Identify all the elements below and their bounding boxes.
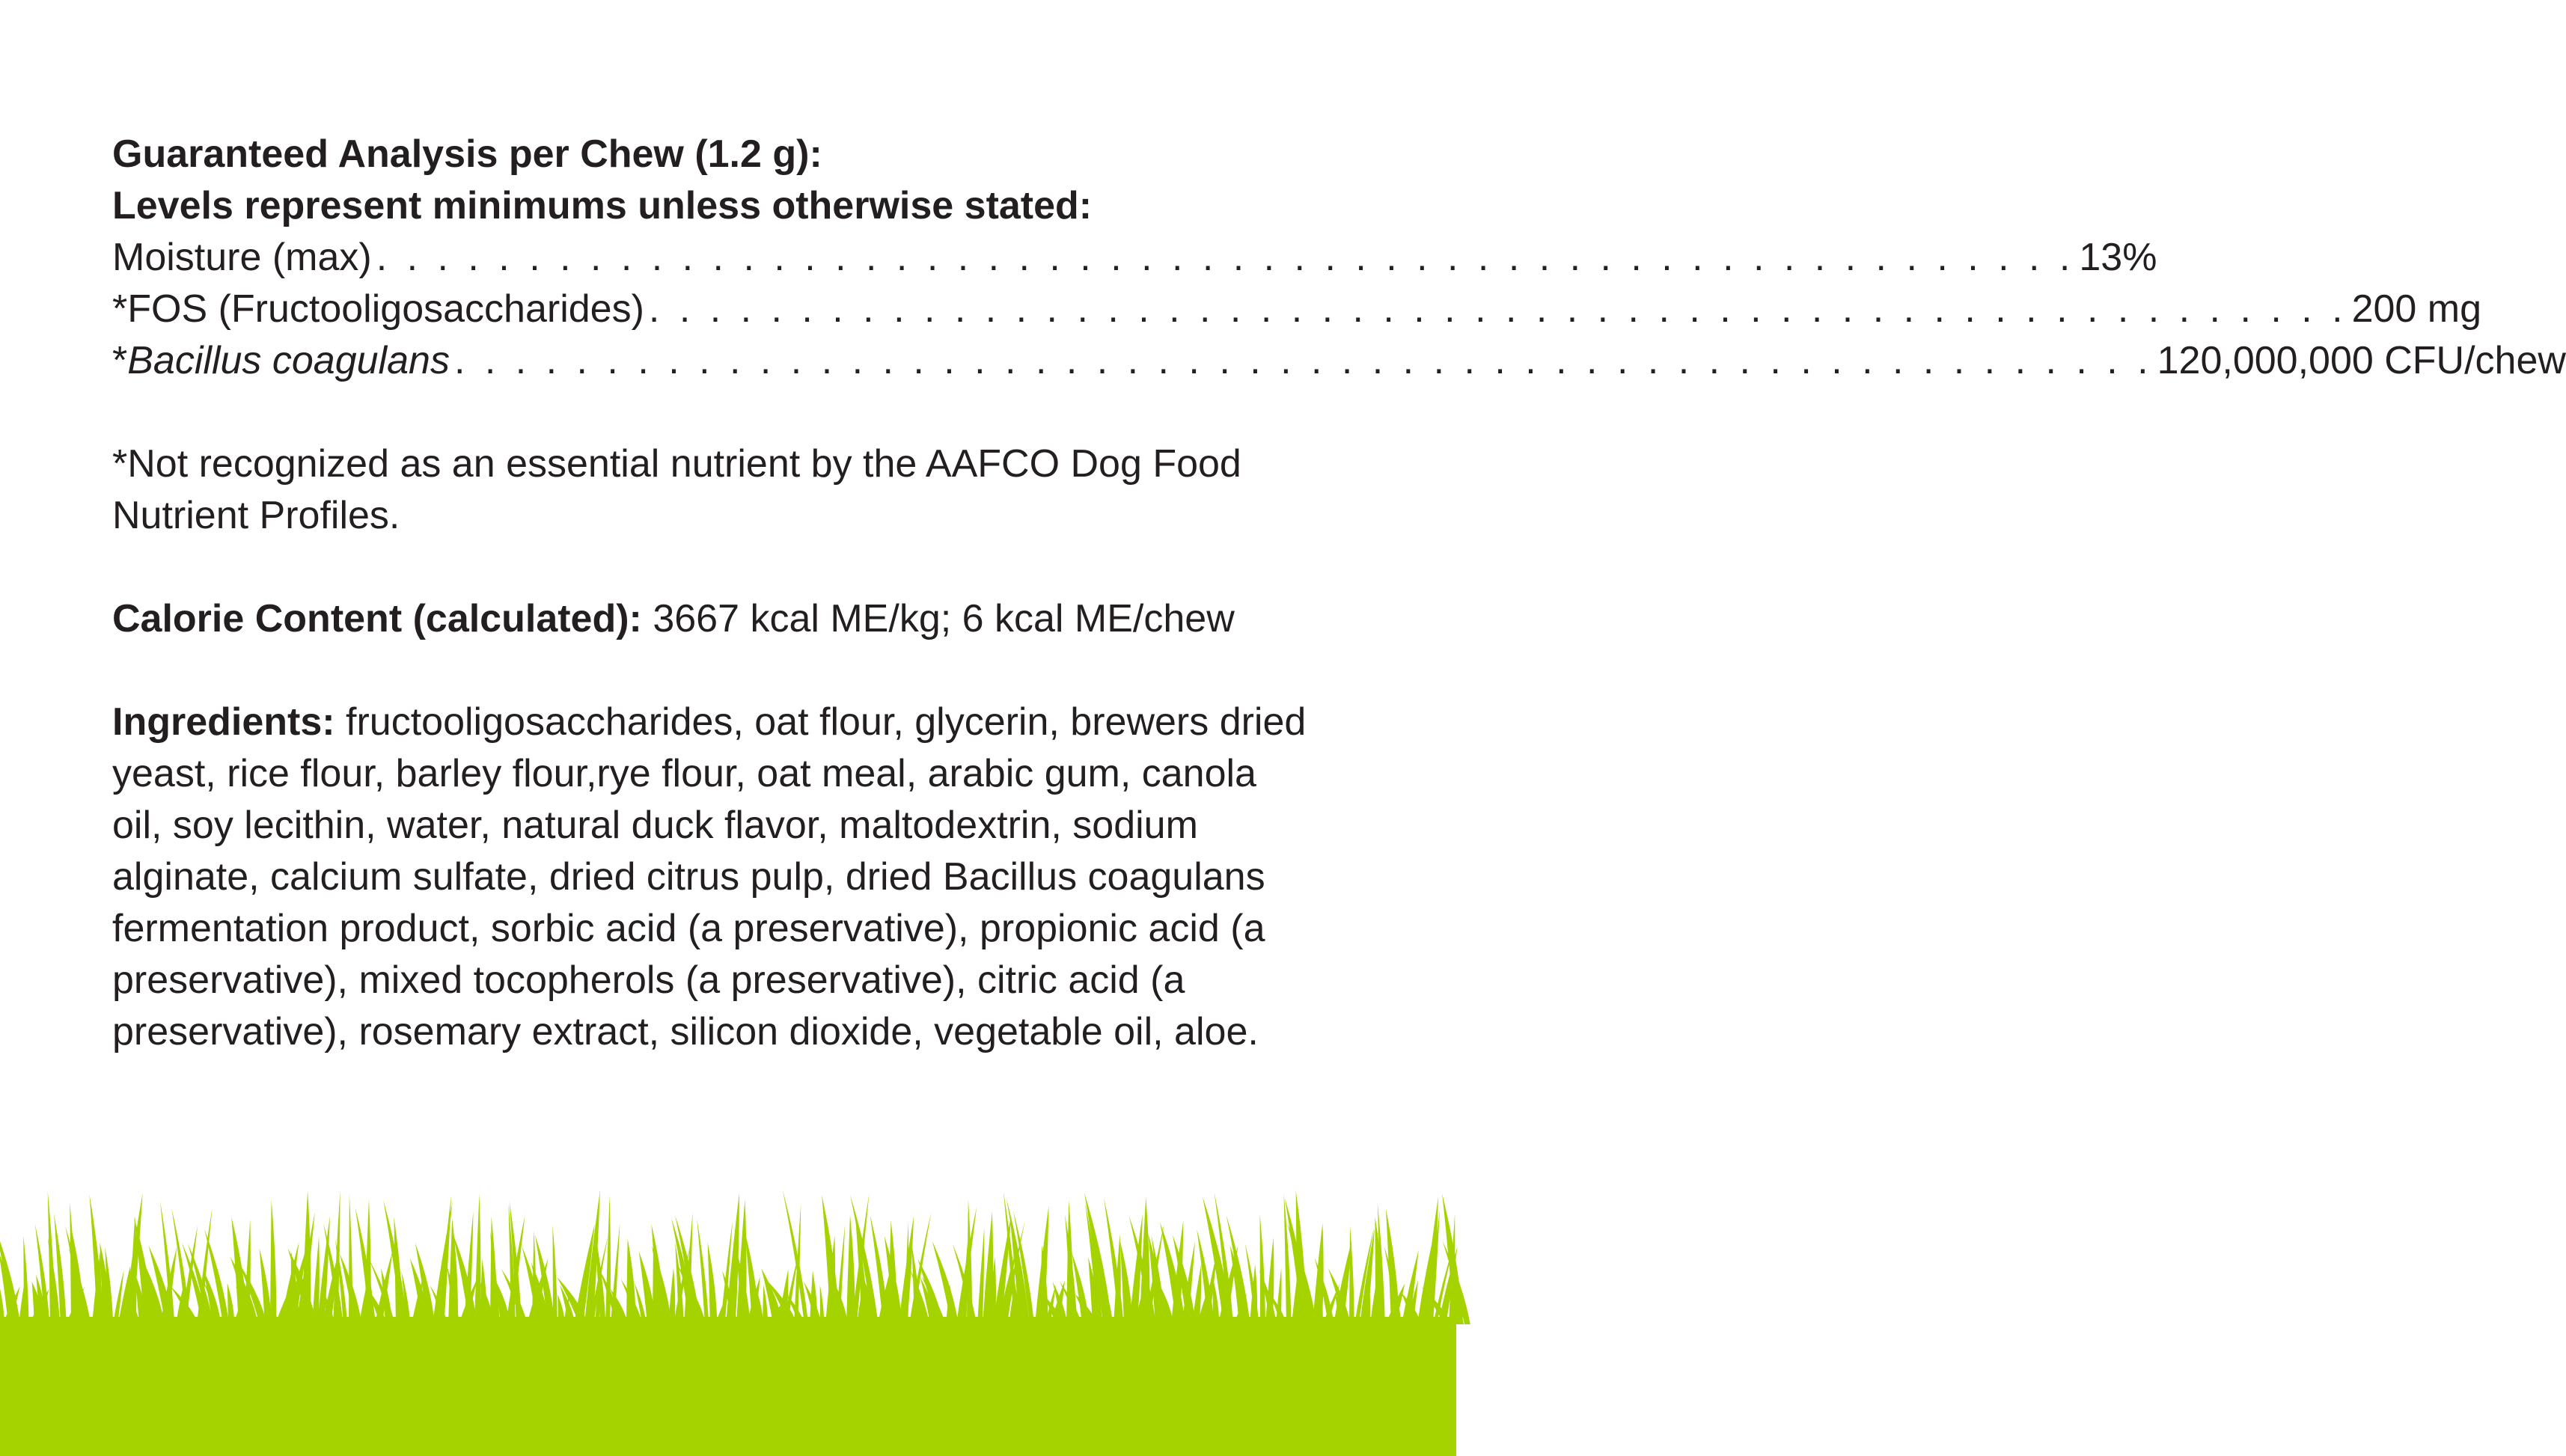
analysis-row-label <box>112 335 450 387</box>
grass-blade <box>977 1228 984 1324</box>
grass-blade <box>904 1223 908 1324</box>
analysis-subheading: Levels represent minimums unless otherwise stated: <box>112 184 1093 227</box>
asterisk: * <box>112 339 128 382</box>
grass-blade <box>1260 1214 1265 1324</box>
grass-blades <box>0 1190 1470 1324</box>
leader-dots: . . . . . . . . . . . . . . . . . . . . . . . . . . . . . . . . . . . . . . . . . . . . . . . . . . . . . . . . <box>453 339 2153 382</box>
grass-blade <box>227 1283 235 1324</box>
analysis-row-value: 13% <box>2079 236 2157 279</box>
grass-blade <box>820 1285 825 1324</box>
calorie-label: Calorie Content (calculated): <box>112 597 642 640</box>
spacer <box>112 542 1295 593</box>
grass-blade <box>312 1236 320 1324</box>
analysis-row-bacillus <box>112 335 2566 387</box>
spacer <box>112 645 1295 697</box>
analysis-heading: Guaranteed Analysis per Chew (1.2 g): <box>112 132 822 176</box>
leader-dots: . . . . . . . . . . . . . . . . . . . . . . . . . . . . . . . . . . . . . . . . . . . . . . . . . . . . . . . . <box>376 236 2075 279</box>
species-name: Bacillus coagulans <box>127 339 450 382</box>
analysis-row-label: *FOS (Fructooligosaccharides) <box>112 287 644 331</box>
ingredients <box>112 697 1310 1058</box>
calorie-content <box>112 593 1295 645</box>
analysis-row-fos <box>112 284 2482 335</box>
grass-blade <box>474 1193 480 1324</box>
grass-blade <box>270 1199 276 1324</box>
grass-ground <box>0 1317 1456 1456</box>
grass-border-icon <box>0 1205 1456 1456</box>
calorie-value: 3667 kcal ME/kg; 6 kcal ME/chew <box>641 597 1235 640</box>
grass-blade <box>1349 1226 1354 1324</box>
grass-blade <box>23 1236 28 1324</box>
grass-blade <box>605 1195 611 1324</box>
analysis-row-moisture <box>112 232 2157 284</box>
analysis-row-value: 120,000,000 CFU/chew <box>2157 339 2566 382</box>
grass-blade <box>668 1267 675 1324</box>
spacer <box>112 387 1295 438</box>
grass-blade <box>708 1242 718 1324</box>
grass-blade <box>822 1195 840 1324</box>
ingredients-label: Ingredients: <box>112 700 335 744</box>
grass-blade <box>552 1225 557 1324</box>
ingredients-text: fructooligosaccharides, oat flour, glycerin, brewers dried yeast, rice flour, barley flour,rye flour, oat meal, arabic gum, canola oil, soy lecithin, water, natural duck flavor, maltodextrin, sodium alginate, calcium sulfate, dried citrus pulp, dried Bacillus coagulans fermentation product, sorbic acid (a preservative), propionic acid (a preservative), mixed tocopherols (a preservative), citric acid (a preservative), rosemary extract, silicon dioxide, vegetable oil, aloe. <box>112 700 1307 1053</box>
leader-dots: . . . . . . . . . . . . . . . . . . . . . . . . . . . . . . . . . . . . . . . . . . . . . . . . . . . . . . . . <box>648 287 2347 331</box>
analysis-row-label: Moisture (max) <box>112 236 372 279</box>
analysis-row-value: 200 mg <box>2351 287 2482 331</box>
label-content <box>112 129 2566 1058</box>
footnote: *Not recognized as an essential nutrient by the AAFCO Dog Food Nutrient Profiles. <box>112 442 1241 537</box>
